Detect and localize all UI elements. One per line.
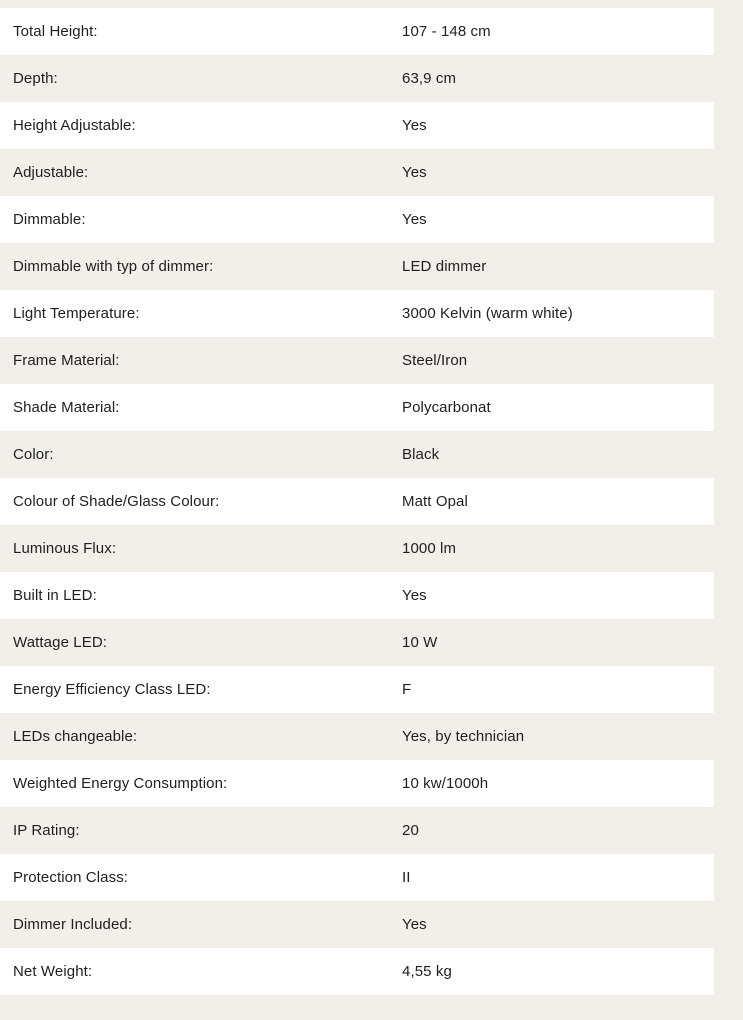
spec-row-leds-changeable — [0, 713, 714, 760]
spec-label: Dimmer Included: — [13, 916, 133, 933]
spec-row-light-temperature — [0, 290, 714, 337]
spec-row-ip-rating — [0, 807, 714, 854]
spec-row-height-adjustable — [0, 102, 714, 149]
spec-value: Yes — [402, 164, 427, 181]
spec-label: Built in LED: — [13, 587, 97, 604]
spec-value: II — [402, 869, 411, 886]
spec-value: Polycarbonat — [402, 399, 491, 416]
spec-row-frame-material — [0, 337, 714, 384]
spec-row-color — [0, 431, 714, 478]
spec-row-dimmer-included — [0, 901, 714, 948]
spec-value: Yes — [402, 117, 427, 134]
spec-value: 4,55 kg — [402, 963, 452, 980]
spec-row-luminous-flux — [0, 525, 714, 572]
spec-row-dimmer-type — [0, 243, 714, 290]
spec-table — [0, 8, 714, 995]
spec-value: Yes — [402, 916, 427, 933]
spec-label: Light Temperature: — [13, 305, 140, 322]
spec-label: Colour of Shade/Glass Colour: — [13, 493, 220, 510]
spec-label: LEDs changeable: — [13, 728, 138, 745]
spec-row-adjustable — [0, 149, 714, 196]
spec-value: 107 - 148 cm — [402, 23, 491, 40]
spec-label: Height Adjustable: — [13, 117, 136, 134]
spec-label: Dimmable: — [13, 211, 86, 228]
spec-value: LED dimmer — [402, 258, 487, 275]
spec-row-protection-class — [0, 854, 714, 901]
spec-row-shade-material — [0, 384, 714, 431]
spec-label: Net Weight: — [13, 963, 93, 980]
spec-label: Total Height: — [13, 23, 98, 40]
spec-value: 10 kw/1000h — [402, 775, 489, 792]
spec-row-energy-consumption — [0, 760, 714, 807]
spec-label: Color: — [13, 446, 54, 463]
spec-label: Wattage LED: — [13, 634, 108, 651]
spec-row-wattage-led — [0, 619, 714, 666]
spec-label: Frame Material: — [13, 352, 120, 369]
spec-value: F — [402, 681, 412, 698]
spec-label: Shade Material: — [13, 399, 120, 416]
spec-label: Adjustable: — [13, 164, 89, 181]
spec-value: 10 W — [402, 634, 438, 651]
spec-row-built-in-led — [0, 572, 714, 619]
spec-value: Black — [402, 446, 440, 463]
spec-value: 1000 lm — [402, 540, 457, 557]
spec-value: Yes, by technician — [402, 728, 525, 745]
spec-row-depth — [0, 55, 714, 102]
spec-label: Weighted Energy Consumption: — [13, 775, 228, 792]
spec-value: Steel/Iron — [402, 352, 468, 369]
spec-label: Energy Efficiency Class LED: — [13, 681, 211, 698]
spec-row-shade-colour — [0, 478, 714, 525]
spec-label: Protection Class: — [13, 869, 129, 886]
spec-label: IP Rating: — [13, 822, 80, 839]
spec-row-energy-class — [0, 666, 714, 713]
spec-value: Matt Opal — [402, 493, 468, 510]
spec-row-total-height — [0, 8, 714, 55]
spec-label: Depth: — [13, 70, 58, 87]
spec-row-dimmable — [0, 196, 714, 243]
spec-label: Luminous Flux: — [13, 540, 117, 557]
spec-value: 3000 Kelvin (warm white) — [402, 305, 573, 322]
spec-value: 20 — [402, 822, 419, 839]
spec-value: Yes — [402, 211, 427, 228]
spec-row-net-weight — [0, 948, 714, 995]
spec-value: 63,9 cm — [402, 70, 457, 87]
spec-label: Dimmable with typ of dimmer: — [13, 258, 214, 275]
spec-value: Yes — [402, 587, 427, 604]
